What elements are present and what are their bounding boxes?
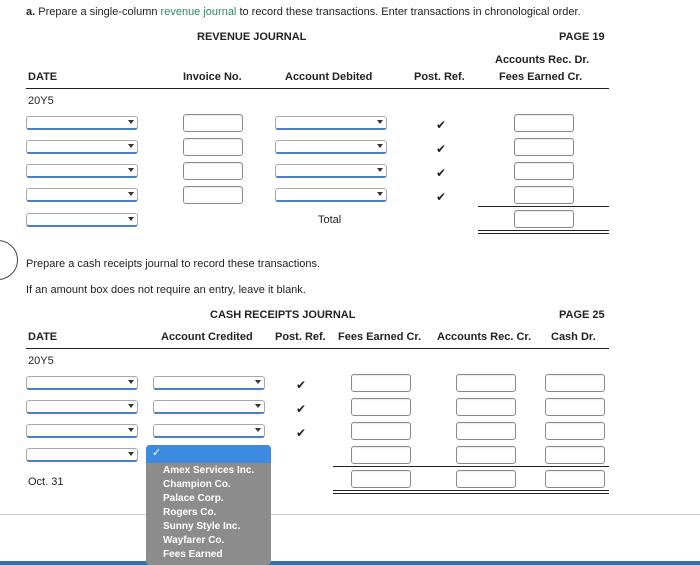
cash-receipts-journal-title: CASH RECEIPTS JOURNAL — [210, 309, 356, 321]
rj-header-post-ref: Post. Ref. — [414, 71, 465, 83]
crj-header-post-ref: Post. Ref. — [275, 331, 326, 343]
rj-invoice-input[interactable] — [183, 114, 243, 132]
part-label: a. — [26, 6, 36, 18]
revenue-journal-page: PAGE 19 — [559, 31, 605, 43]
rj-date-dropdown[interactable] — [26, 213, 138, 227]
rj-header-amount-line2: Fees Earned Cr. — [499, 71, 583, 83]
crj-date-dropdown[interactable] — [26, 448, 138, 462]
crj-fees-earned-input[interactable] — [351, 374, 411, 392]
chevron-down-icon — [128, 452, 134, 456]
revenue-journal-title: REVENUE JOURNAL — [197, 31, 307, 43]
dropdown-option[interactable]: Amex Services Inc. — [163, 465, 255, 476]
crj-total-rule — [333, 466, 609, 467]
account-dropdown-menu[interactable] — [146, 445, 271, 565]
chevron-down-icon — [128, 192, 134, 196]
crj-accounts-rec-input[interactable] — [456, 422, 516, 440]
dropdown-option[interactable]: Wayfarer Co. — [163, 535, 225, 546]
rj-header-invoice: Invoice No. — [183, 71, 242, 83]
footer-accent-line — [0, 561, 700, 565]
crj-fees-earned-input[interactable] — [351, 422, 411, 440]
rj-total-input[interactable] — [514, 210, 574, 228]
crj-cash-input[interactable] — [545, 422, 605, 440]
chevron-down-icon — [128, 168, 134, 172]
dropdown-option[interactable]: Champion Co. — [163, 479, 231, 490]
rj-account-dropdown[interactable] — [275, 164, 387, 178]
rj-account-dropdown[interactable] — [275, 116, 387, 130]
crj-fees-earned-input[interactable] — [351, 398, 411, 416]
rj-total-rule — [478, 206, 609, 207]
rj-date-dropdown[interactable] — [26, 140, 138, 154]
dropdown-option[interactable]: Palace Corp. — [163, 493, 224, 504]
rj-account-dropdown[interactable] — [275, 188, 387, 202]
rj-invoice-input[interactable] — [183, 186, 243, 204]
chevron-down-icon — [377, 192, 383, 196]
dropdown-option[interactable]: Rogers Co. — [163, 507, 217, 518]
rj-double-rule-1 — [478, 230, 609, 231]
revenue-journal-link[interactable]: revenue journal — [160, 6, 237, 18]
check-icon: ✓ — [152, 447, 162, 459]
chevron-down-icon — [255, 428, 261, 432]
rj-double-rule-2 — [478, 233, 609, 234]
crj-fees-earned-input[interactable] — [351, 446, 411, 464]
instructions-text-before: Prepare a single-column — [38, 6, 158, 18]
chevron-down-icon — [128, 144, 134, 148]
cash-receipts-intro-line1: Prepare a cash receipts journal to record these transactions. — [26, 258, 321, 270]
dropdown-selected-row[interactable] — [146, 445, 271, 463]
rj-amount-input[interactable] — [514, 186, 574, 204]
crj-account-dropdown[interactable] — [153, 376, 265, 390]
crj-accounts-rec-input[interactable] — [456, 374, 516, 392]
crj-account-dropdown[interactable] — [153, 424, 265, 438]
crj-date-dropdown[interactable] — [26, 376, 138, 390]
rj-invoice-input[interactable] — [183, 162, 243, 180]
chevron-down-icon — [377, 168, 383, 172]
rj-post-ref-check: ✔ — [436, 166, 447, 180]
rj-amount-input[interactable] — [514, 138, 574, 156]
rj-header-date: DATE — [28, 71, 58, 83]
chevron-down-icon — [128, 428, 134, 432]
crj-header-account-credited: Account Credited — [161, 331, 253, 343]
chevron-down-icon — [128, 380, 134, 384]
crj-double-rule-1 — [333, 490, 609, 491]
rj-header-account-debited: Account Debited — [285, 71, 373, 83]
footer-bar — [0, 514, 700, 565]
crj-header-cash: Cash Dr. — [551, 331, 596, 343]
cash-receipts-intro-line2: If an amount box does not require an entry, leave it blank. — [26, 284, 306, 296]
crj-fees-earned-total[interactable] — [351, 470, 411, 488]
instructions-text-after: to record these transactions. Enter transactions in chronological order. — [239, 6, 581, 18]
rj-header-amount-line1: Accounts Rec. Dr. — [495, 54, 590, 66]
rj-post-ref-check: ✔ — [436, 118, 447, 132]
crj-accounts-rec-input[interactable] — [456, 446, 516, 464]
crj-post-ref-check: ✔ — [296, 402, 307, 416]
rj-header-rule — [26, 88, 609, 89]
section-marker — [0, 240, 18, 280]
rj-total-label: Total — [318, 214, 342, 226]
rj-amount-input[interactable] — [514, 114, 574, 132]
crj-cash-total[interactable] — [545, 470, 605, 488]
rj-date-dropdown[interactable] — [26, 188, 138, 202]
dropdown-option[interactable]: Fees Earned — [163, 549, 223, 560]
crj-post-ref-check: ✔ — [296, 426, 307, 440]
crj-cash-input[interactable] — [545, 398, 605, 416]
rj-account-dropdown[interactable] — [275, 140, 387, 154]
rj-amount-input[interactable] — [514, 162, 574, 180]
chevron-down-icon — [377, 120, 383, 124]
crj-accounts-rec-input[interactable] — [456, 398, 516, 416]
crj-post-ref-check: ✔ — [296, 378, 307, 392]
chevron-down-icon — [128, 404, 134, 408]
chevron-down-icon — [255, 380, 261, 384]
chevron-down-icon — [128, 120, 134, 124]
crj-header-date: DATE — [28, 331, 58, 343]
crj-cash-input[interactable] — [545, 374, 605, 392]
cash-receipts-journal-page: PAGE 25 — [559, 309, 605, 321]
crj-header-rule — [26, 348, 609, 349]
chevron-down-icon — [377, 144, 383, 148]
dropdown-option[interactable]: Sunny Style Inc. — [163, 521, 241, 532]
crj-total-date: Oct. 31 — [28, 476, 64, 488]
rj-post-ref-check: ✔ — [436, 190, 447, 204]
chevron-down-icon — [255, 404, 261, 408]
rj-year: 20Y5 — [28, 95, 54, 107]
crj-header-fees-earned: Fees Earned Cr. — [338, 331, 422, 343]
rj-post-ref-check: ✔ — [436, 142, 447, 156]
crj-header-accounts-rec: Accounts Rec. Cr. — [437, 331, 532, 343]
crj-date-dropdown[interactable] — [26, 424, 138, 438]
crj-account-dropdown[interactable] — [153, 400, 265, 414]
rj-invoice-input[interactable] — [183, 138, 243, 156]
instructions — [26, 6, 581, 18]
rj-date-dropdown[interactable] — [26, 116, 138, 130]
crj-year: 20Y5 — [28, 355, 54, 367]
chevron-down-icon — [128, 217, 134, 221]
crj-double-rule-2 — [333, 493, 609, 494]
crj-cash-input[interactable] — [545, 446, 605, 464]
rj-date-dropdown[interactable] — [26, 164, 138, 178]
crj-date-dropdown[interactable] — [26, 400, 138, 414]
crj-accounts-rec-total[interactable] — [456, 470, 516, 488]
